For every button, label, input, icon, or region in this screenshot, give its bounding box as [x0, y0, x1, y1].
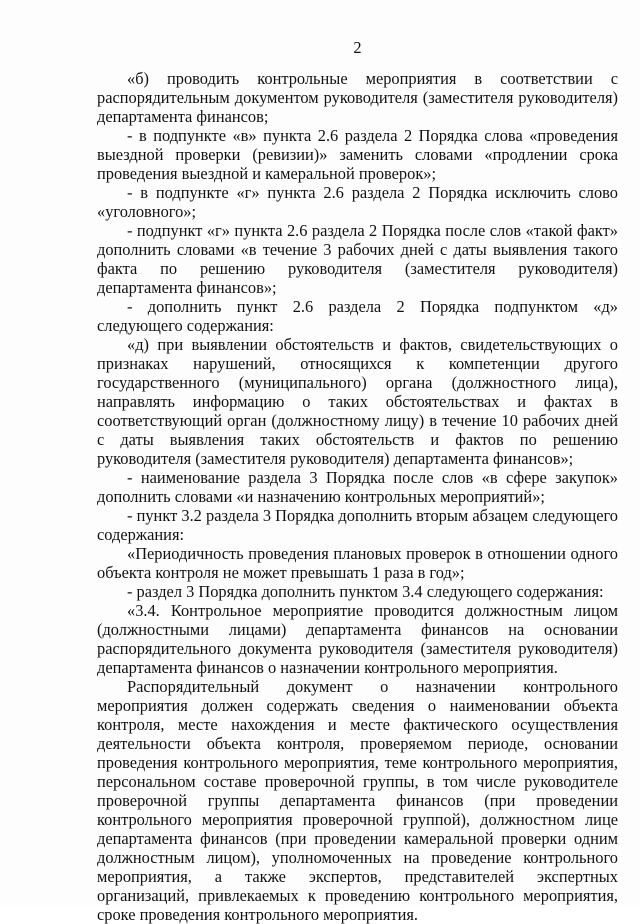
paragraph-7: - наименование раздела 3 Порядка после слов «в сфере закупок» дополнить словами «и назначению контрольных мероприятий»; — [97, 468, 618, 506]
page-number: 2 — [353, 38, 362, 57]
paragraph-3: - в подпункте «г» пункта 2.6 раздела 2 Порядка исключить слово «уголовного»; — [97, 183, 618, 221]
paragraph-1: «б) проводить контрольные мероприятия в соответствии с распорядительным документом руководителя (заместителя руководителя) департамента финансов; — [97, 69, 618, 126]
paragraph-9: «Периодичность проведения плановых проверок в отношении одного объекта контроля не может превышать 1 раза в год»; — [97, 544, 618, 582]
paragraph-10: - раздел 3 Порядка дополнить пунктом 3.4 следующего содержания: — [127, 582, 604, 601]
paragraph-5: - дополнить пункт 2.6 раздела 2 Порядка подпунктом «д» следующего содержания: — [97, 297, 618, 335]
paragraph-2: - в подпункте «в» пункта 2.6 раздела 2 Порядка слова «проведения выездной проверки (ревизии)» заменить словами «продлении срока проведения выездной и камеральной проверок»; — [97, 126, 618, 183]
paragraph-6: «д) при выявлении обстоятельств и фактов, свидетельствующих о признаках нарушений, относящихся к компетенции другого государственного (муниципального) органа (должностного лица), направлять информацию о таких обстоятельствах и фактах в соответствующий орган (должностному лицу) в течение 10 рабочих дней с даты выявления таких обстоятельств и фактов по решению руководителя (заместителя руководителя) департамента финансов»; — [97, 335, 618, 468]
paragraph-11: «3.4. Контрольное мероприятие проводится должностным лицом (должностными лицами) департамента финансов на основании распорядительного документа руководителя (заместителя руководителя) департамента финансов о назначении контрольного мероприятия. — [97, 601, 618, 677]
paragraph-8: - пункт 3.2 раздела 3 Порядка дополнить вторым абзацем следующего содержания: — [97, 506, 618, 544]
paragraph-12: Распорядительный документ о назначении контрольного мероприятия должен содержать сведения о наименовании объекта контроля, месте нахождения и месте фактического осуществления деятельности объекта контроля, проверяемом периоде, основании проведения контрольного мероприятия, теме контрольного мероприятия, персональном составе проверочной группы, в том числе руководителе проверочной группы департамента финансов (при проведении контрольного мероприятия проверочной группой), должностном лице департамента финансов (при проведении камеральной проверки одним должностным лицом), уполномоченных на проведение контрольного мероприятия, а также экспертов, представителей экспертных организаций, привлекаемых к проведению контрольного мероприятия, сроке проведения контрольного мероприятия. — [97, 677, 618, 924]
paragraph-4: - подпункт «г» пункта 2.6 раздела 2 Порядка после слов «такой факт» дополнить словами «в течение 3 рабочих дней с даты выявления такого факта по решению руководителя (заместителя руководителя) департамента финансов»; — [97, 221, 618, 297]
